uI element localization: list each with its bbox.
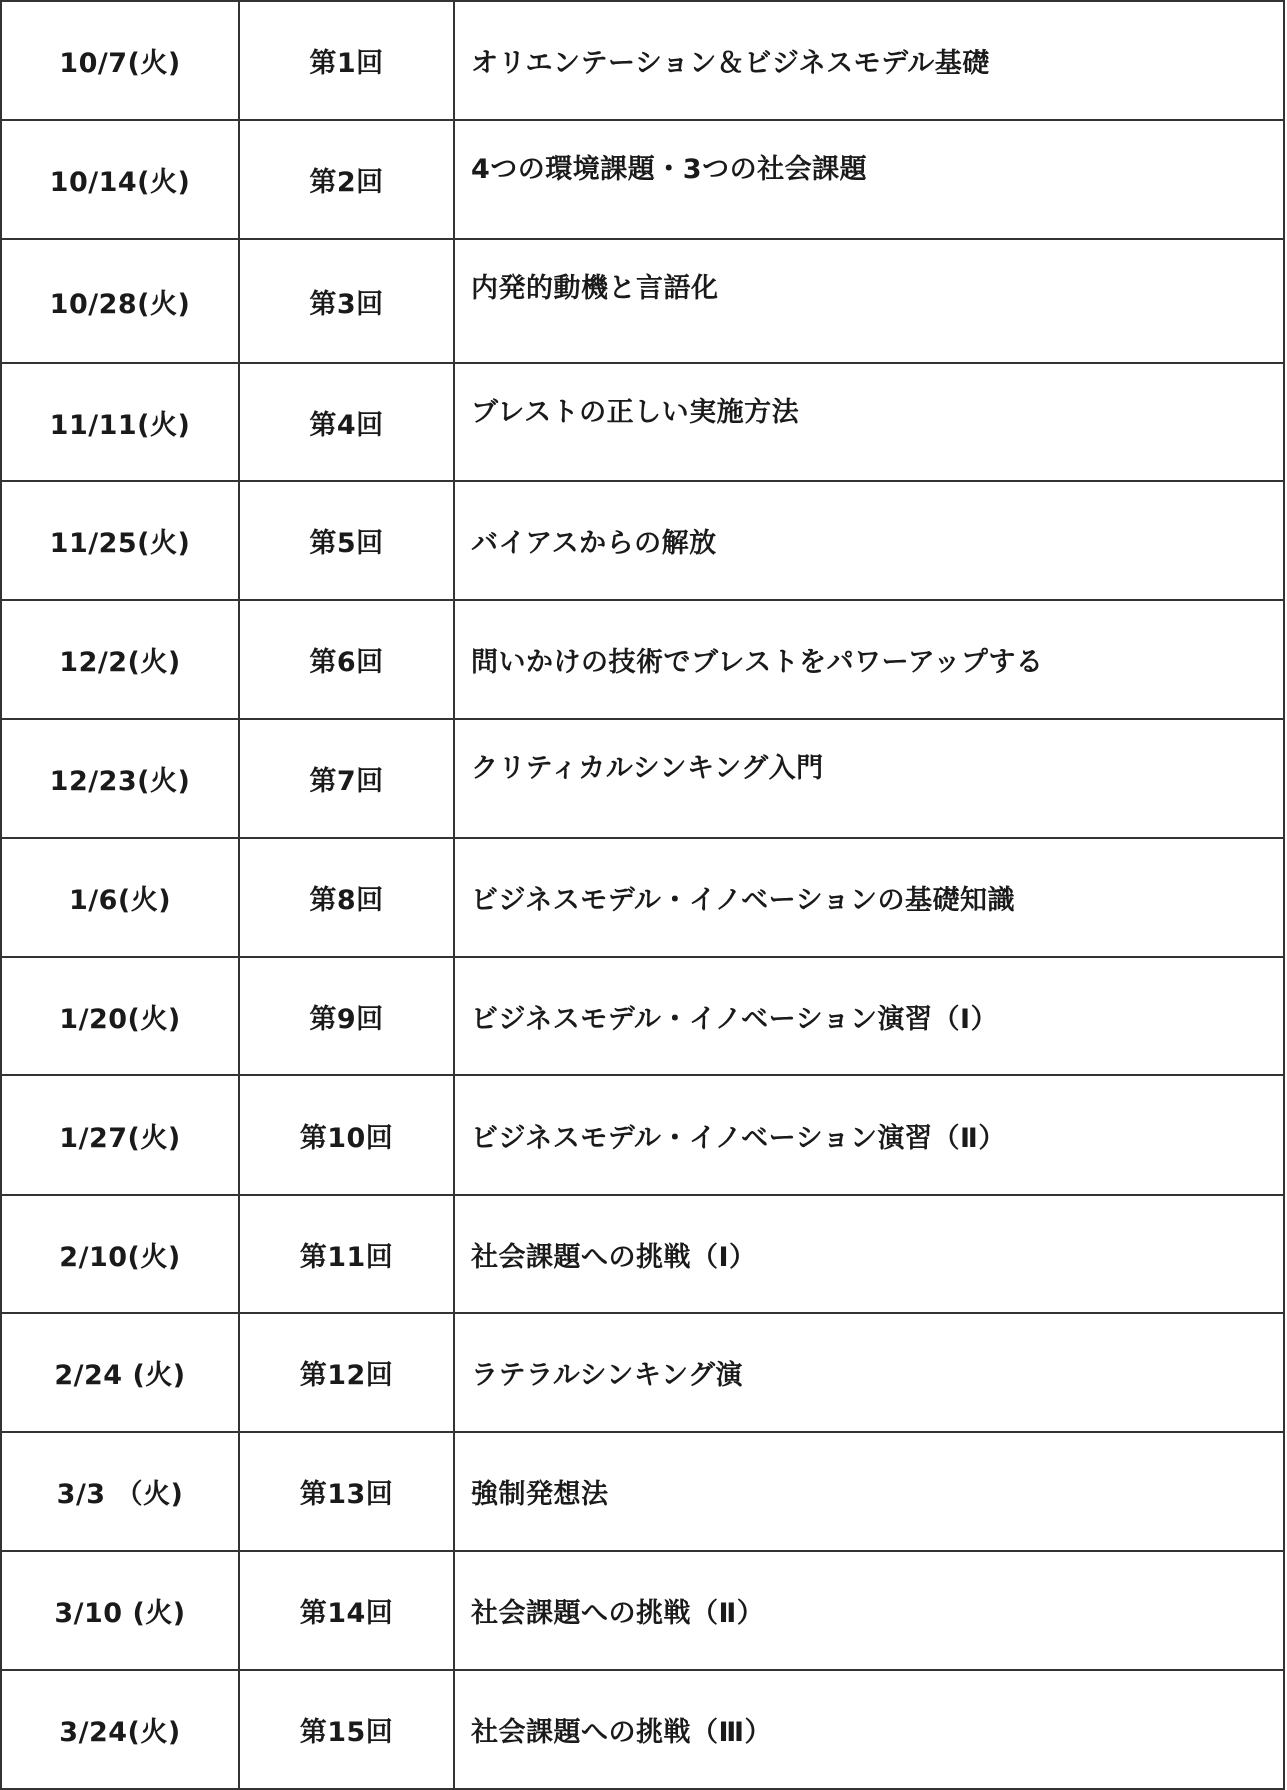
session-topic: 社会課題への挑戦（Ⅰ） [454,1195,1284,1313]
session-topic: バイアスからの解放 [454,481,1284,600]
session-topic: 社会課題への挑戦（Ⅱ） [454,1551,1284,1670]
session-date: 2/10(火) [1,1195,239,1313]
session-number: 第3回 [239,239,454,363]
schedule-body [1,1,1284,1789]
session-topic: ビジネスモデル・イノベーションの基礎知識 [454,838,1284,957]
table-row [1,1313,1284,1432]
table-row [1,600,1284,719]
table-row [1,1670,1284,1789]
session-number: 第12回 [239,1313,454,1432]
table-row [1,239,1284,363]
session-number: 第7回 [239,719,454,838]
session-topic: 強制発想法 [454,1432,1284,1551]
session-date: 1/6(火) [1,838,239,957]
session-date: 1/27(火) [1,1075,239,1195]
session-date: 11/11(火) [1,363,239,481]
table-row [1,1432,1284,1551]
session-topic: ブレストの正しい実施方法 [454,363,1284,481]
session-date: 2/24 (火) [1,1313,239,1432]
session-number: 第6回 [239,600,454,719]
session-topic: ラテラルシンキング演 [454,1313,1284,1432]
session-topic: クリティカルシンキング入門 [454,719,1284,838]
session-number: 第14回 [239,1551,454,1670]
session-date: 1/20(火) [1,957,239,1075]
table-row [1,1075,1284,1195]
session-number: 第5回 [239,481,454,600]
session-topic: オリエンテーション＆ビジネスモデル基礎 [454,1,1284,120]
table-row [1,481,1284,600]
session-topic: ビジネスモデル・イノベーション演習（Ⅱ） [454,1075,1284,1195]
session-topic: 4つの環境課題・3つの社会課題 [454,120,1284,239]
session-date: 3/10 (火) [1,1551,239,1670]
session-date: 12/2(火) [1,600,239,719]
session-number: 第11回 [239,1195,454,1313]
table-row [1,1195,1284,1313]
session-topic: 問いかけの技術でブレストをパワーアップする [454,600,1284,719]
table-row [1,838,1284,957]
table-row [1,957,1284,1075]
session-number: 第9回 [239,957,454,1075]
session-number: 第8回 [239,838,454,957]
table-row [1,120,1284,239]
session-number: 第10回 [239,1075,454,1195]
session-topic: 社会課題への挑戦（Ⅲ） [454,1670,1284,1789]
session-number: 第1回 [239,1,454,120]
session-date: 10/7(火) [1,1,239,120]
table-row [1,1,1284,120]
table-row [1,719,1284,838]
session-date: 3/3 （火) [1,1432,239,1551]
session-date: 11/25(火) [1,481,239,600]
session-date: 10/28(火) [1,239,239,363]
session-number: 第13回 [239,1432,454,1551]
table-row [1,363,1284,481]
session-topic: 内発的動機と言語化 [454,239,1284,363]
session-number: 第4回 [239,363,454,481]
table-row [1,1551,1284,1670]
session-topic: ビジネスモデル・イノベーション演習（Ⅰ） [454,957,1284,1075]
session-number: 第15回 [239,1670,454,1789]
session-date: 12/23(火) [1,719,239,838]
session-date: 10/14(火) [1,120,239,239]
session-date: 3/24(火) [1,1670,239,1789]
session-number: 第2回 [239,120,454,239]
